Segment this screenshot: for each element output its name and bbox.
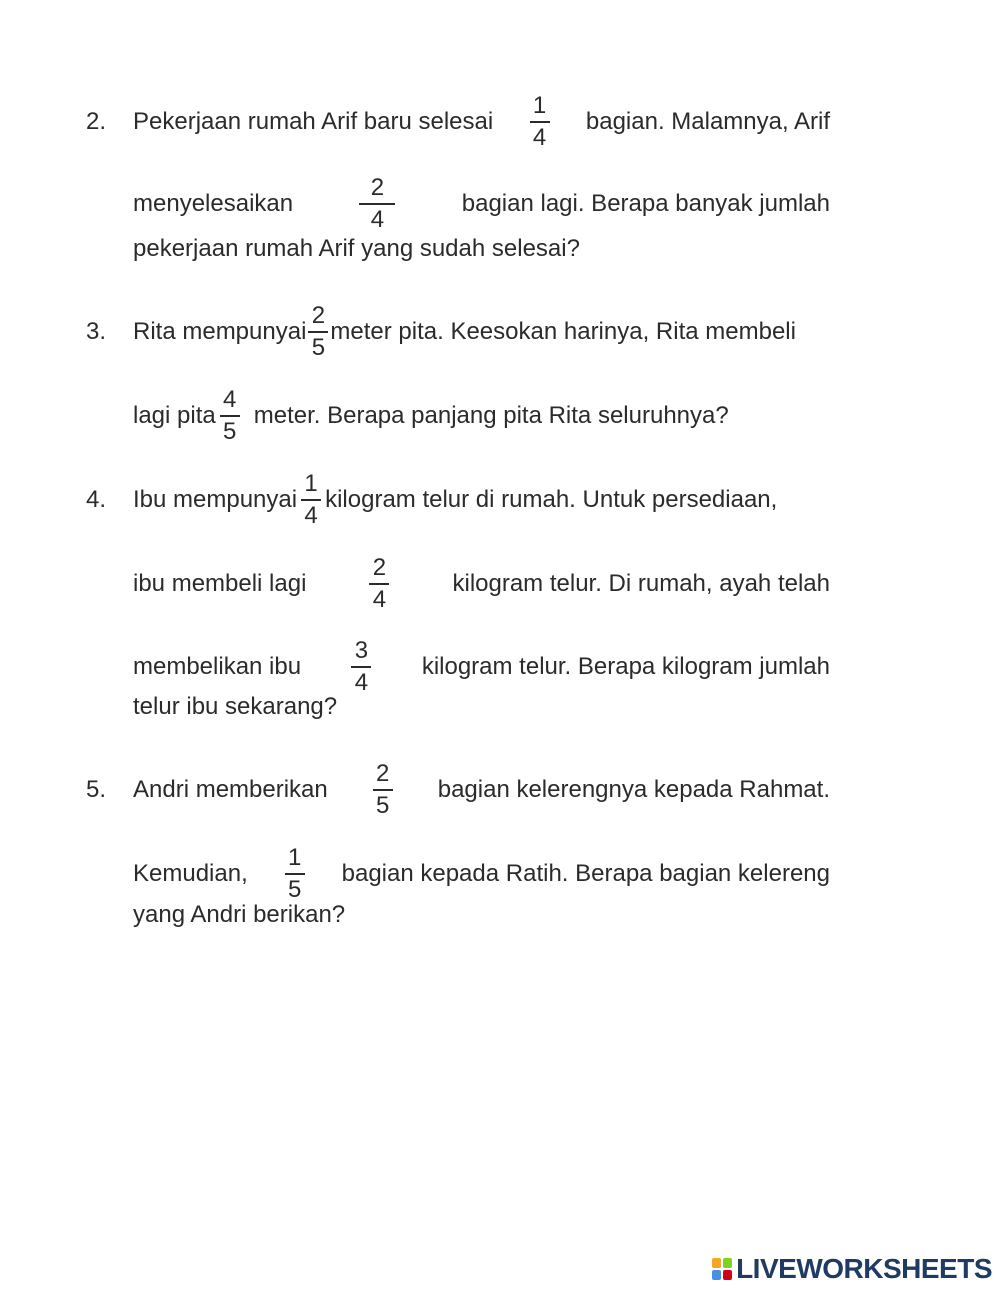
problem-5-line-1 xyxy=(86,760,830,819)
fraction-numerator: 1 xyxy=(304,470,318,497)
problem-4-line-4 xyxy=(133,692,830,722)
problem-number: 3. xyxy=(86,318,107,345)
logo-square-icon xyxy=(712,1270,721,1280)
fraction xyxy=(351,638,371,696)
fraction-numerator: 3 xyxy=(354,637,369,664)
fraction xyxy=(359,175,395,233)
problem-2-line-2 xyxy=(133,175,830,233)
fraction-denominator: 5 xyxy=(223,418,237,445)
fraction xyxy=(373,761,393,819)
fraction xyxy=(220,387,240,445)
fraction-bar xyxy=(369,583,389,585)
problem-text: meter pita. Keesokan harinya, Rita membeli xyxy=(330,318,796,345)
problem-3-line-1 xyxy=(86,302,830,361)
problem-4-line-2 xyxy=(133,555,830,613)
fraction-bar xyxy=(373,789,393,791)
problem-text: Pekerjaan rumah Arif baru selesai xyxy=(133,108,494,135)
problem-text: kilogram telur di rumah. Untuk persediaan, xyxy=(325,486,778,513)
problem-4-line-3 xyxy=(133,638,830,696)
fraction-bar xyxy=(220,415,240,417)
fraction-numerator: 2 xyxy=(370,174,385,201)
fraction-bar xyxy=(351,666,371,668)
problem-text: bagian kepada Ratih. Berapa bagian kelereng xyxy=(341,860,830,887)
problem-text: Kemudian, xyxy=(133,860,248,887)
problem-text: Andri memberikan xyxy=(133,776,328,803)
logo-text: LIVEWORKSHEETS xyxy=(736,1253,992,1284)
problem-text: lagi pita xyxy=(133,402,216,429)
fraction-numerator: 4 xyxy=(223,386,237,413)
fraction-denominator: 4 xyxy=(372,586,387,613)
fraction-numerator: 2 xyxy=(376,760,390,787)
problem-text: meter. Berapa panjang pita Rita seluruhnya? xyxy=(253,402,729,429)
problem-text-group xyxy=(133,303,796,361)
problem-text: bagian. Malamnya, Arif xyxy=(585,108,830,135)
fraction-numerator: 2 xyxy=(311,302,326,329)
fraction-denominator: 4 xyxy=(354,669,369,696)
fraction-denominator: 4 xyxy=(304,502,318,529)
problem-text: kilogram telur. Di rumah, ayah telah xyxy=(452,570,830,597)
fraction xyxy=(308,303,328,361)
fraction-denominator: 5 xyxy=(376,792,390,819)
fraction xyxy=(369,555,389,613)
problem-5-line-2 xyxy=(133,845,830,903)
problem-2-line-3 xyxy=(133,234,830,264)
problem-text: pekerjaan rumah Arif yang sudah selesai? xyxy=(133,235,580,262)
problem-text: bagian lagi. Berapa banyak jumlah xyxy=(461,190,830,217)
problem-text: Rita mempunyai xyxy=(133,318,307,345)
fraction-bar xyxy=(301,499,321,501)
logo-square-icon xyxy=(723,1258,732,1268)
logo-square-icon xyxy=(723,1270,732,1280)
fraction-denominator: 4 xyxy=(532,124,547,151)
fraction-numerator: 1 xyxy=(532,92,547,119)
problem-number: 2. xyxy=(86,108,107,135)
problem-text: menyelesaikan xyxy=(133,190,294,217)
fraction-numerator: 2 xyxy=(372,554,387,581)
fraction-denominator: 5 xyxy=(288,876,302,903)
problem-text: membelikan ibu xyxy=(133,653,302,680)
fraction-bar xyxy=(359,203,395,205)
fraction-bar xyxy=(308,331,328,333)
problem-text: telur ibu sekarang? xyxy=(133,693,338,720)
fraction-bar xyxy=(285,873,305,875)
fraction xyxy=(530,93,550,151)
problem-4-line-1 xyxy=(86,470,830,529)
liveworksheets-logo-icon xyxy=(712,1258,732,1280)
fraction-bar xyxy=(530,121,550,123)
fraction-numerator: 1 xyxy=(288,844,302,871)
problem-text: kilogram telur. Berapa kilogram jumlah xyxy=(421,653,830,680)
problem-3-line-2 xyxy=(133,387,830,445)
liveworksheets-logo[interactable] xyxy=(712,1253,992,1285)
fraction xyxy=(301,471,321,529)
fraction-denominator: 4 xyxy=(370,206,385,233)
problem-number: 5. xyxy=(86,776,107,803)
problem-text: ibu membeli lagi xyxy=(133,570,307,597)
problem-text-group xyxy=(133,471,777,529)
problem-text: Ibu mempunyai xyxy=(133,486,298,513)
fraction xyxy=(285,845,305,903)
problem-text: yang Andri berikan? xyxy=(133,901,346,928)
problem-number: 4. xyxy=(86,486,107,513)
problem-2-line-1 xyxy=(86,92,830,151)
fraction-denominator: 5 xyxy=(311,334,326,361)
problem-5-line-3 xyxy=(133,900,830,930)
problem-text: bagian kelerengnya kepada Rahmat. xyxy=(437,776,830,803)
logo-square-icon xyxy=(712,1258,721,1268)
